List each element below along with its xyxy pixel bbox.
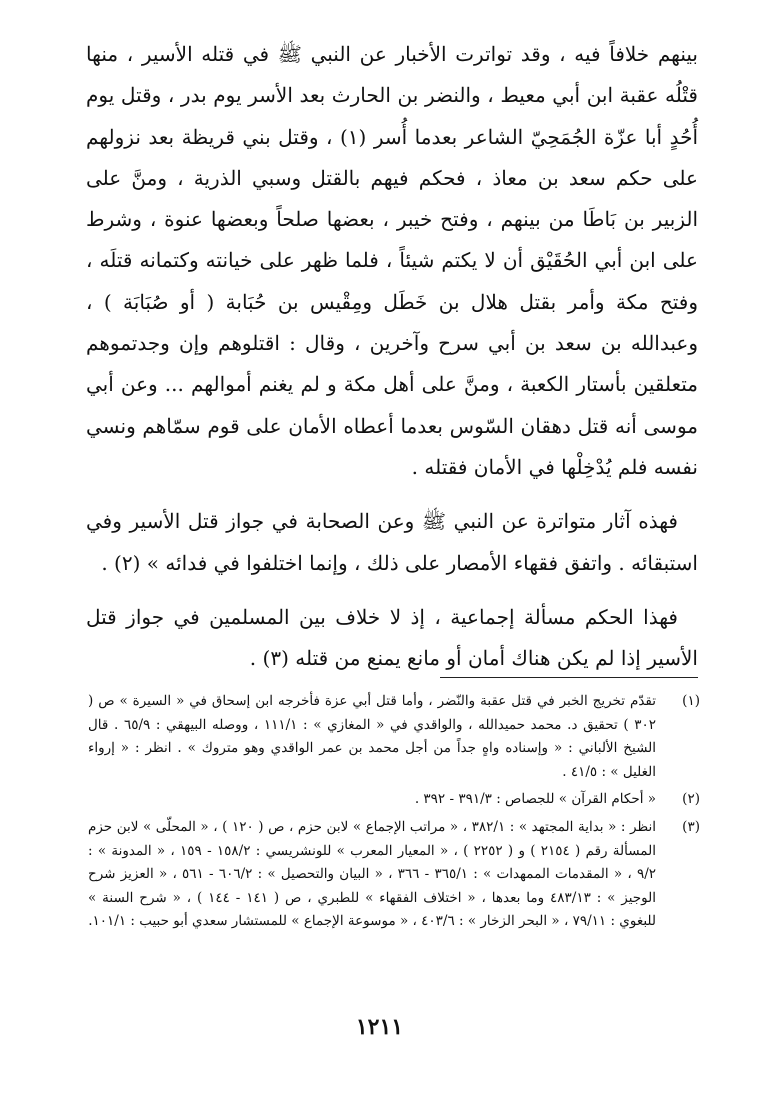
paragraph-3: فهذا الحكم مسألة إجماعية ، إذ لا خلاف بين المسلمين في جواز قتل الأسير إذا لم يكن هناك أمان أو مانع يمنع من قتله (٣) . — [86, 604, 698, 671]
footnote-text: « أحكام القرآن » للجصاص : ٣٩١/٣ - ٣٩٢ . — [414, 791, 656, 808]
footnote-number: (١) — [682, 693, 700, 709]
footnote-text: تقدّم تخريج الخبر في قتل عقبة والنّضر ، وأما قتل أبي عزة فأخرجه ابن إسحاق في « السيرة » ص ( ٣٠٢ ) تحقيق د. محمد حميدالله ، والواقدي في « المغازي » : ١١١/١ ، ووصله البيهقي : ٦٥/٩ . قال الشيخ الألباني : « وإسناده واهٍ جداً من أجل محمد بن عمر الواقدي وهو متروك » . انظر : « إرواء الغليل » : ٤١/٥ . — [88, 693, 657, 780]
paragraph-2: فهذه آثار متواترة عن النبي ﷺ وعن الصحابة في جواز قتل الأسير وفي استبقائه . واتفق فقهاء الأمصار على ذلك ، وإنما اختلفوا في فدائه » (٢) . — [86, 509, 698, 575]
footnote-text: انظر : « بداية المجتهد » : ٣٨٢/١ ، « مراتب الإجماع » لابن حزم ، ص ( ١٢٠ ) ، « المحلّى » لابن حزم المسألة رقم ( ٢١٥٤ ) و ( ٢٢٥٢ ) ، « المعيار المعرب » للونشريسي : ١٥٨/٢ - ١٥٩ ، « المدونة » : ٩/٢ ، « المقدمات الممهدات » : ٣٦٥/١ - ٣٦٦ ، « البيان والتحصيل » : ٦٠٦/٢ - ٥٦١ ، « العزيز شرح الوجيز » : ٤٨٣/١٣ وما بعدها ، « اختلاف الفقهاء » للطبري ، ص ( ١٤١ - ١٤٤ ) ، « شرح السنة » للبغوي : ٧٩/١١ ، « البحر الزخار » : ٤٠٣/٦ ، « موسوعة الإجماع » للمستشار سعدي أبو حبيب : ١٠١/١. — [88, 818, 657, 930]
page-number: ١٢١١ — [355, 1014, 404, 1040]
footnote-3 — [88, 816, 700, 934]
main-text — [86, 34, 698, 679]
paragraph-1: بينهم خلافاً فيه ، وقد تواترت الأخبار عن النبي ﷺ في قتله الأسير ، منها قتْلُه عقبة ابن أبي معيط ، والنضر بن الحارث بعد الأسر يوم بدر ، وقتل يوم أُحُدٍ أبا عزّة الجُمَحِيّ الشاعر بعدما أُسر (١) ، وقتل بني قريظة بعد نزولهم على حكم سعد بن معاذ ، فحكم فيهم بالقتل وسبي الذرية ، ومنَّ على الزبير بن بَاطَا من بينهم ، وفتح خيبر ، بعضها صلحاً وبعضها عنوة ، وشرط على ابن أبي الحُقَيْق أن لا يكتم شيئاً ، فلما ظهر على خيانته وكتمانه قتلَه ، وفتح مكة وأمر بقتل هلال بن خَطَل ومِقْيس بن حُبَابة ( أو صُبَابَة ) ، وعبدالله بن سعد بن أبي سرح وآخرين ، وقال : اقتلوهم وإن وجدتموهم متعلقين بأستار الكعبة ، ومنَّ على أهل مكة و لم يغنم أموالهم ... وعن أبي موسى أنه قتل دهقان السّوس بعدما أعطاه الأمان على قوم سمّاهم ونسي نفسه فلم يُدْخِلْها في الأمان فقتله . — [86, 42, 699, 479]
footnote-number: (٢) — [682, 791, 700, 808]
footnote-divider — [440, 677, 698, 678]
footnote-number: (٣) — [682, 818, 700, 835]
footnote-1 — [88, 690, 700, 784]
footnote-2 — [88, 788, 700, 812]
footnotes — [88, 690, 700, 938]
